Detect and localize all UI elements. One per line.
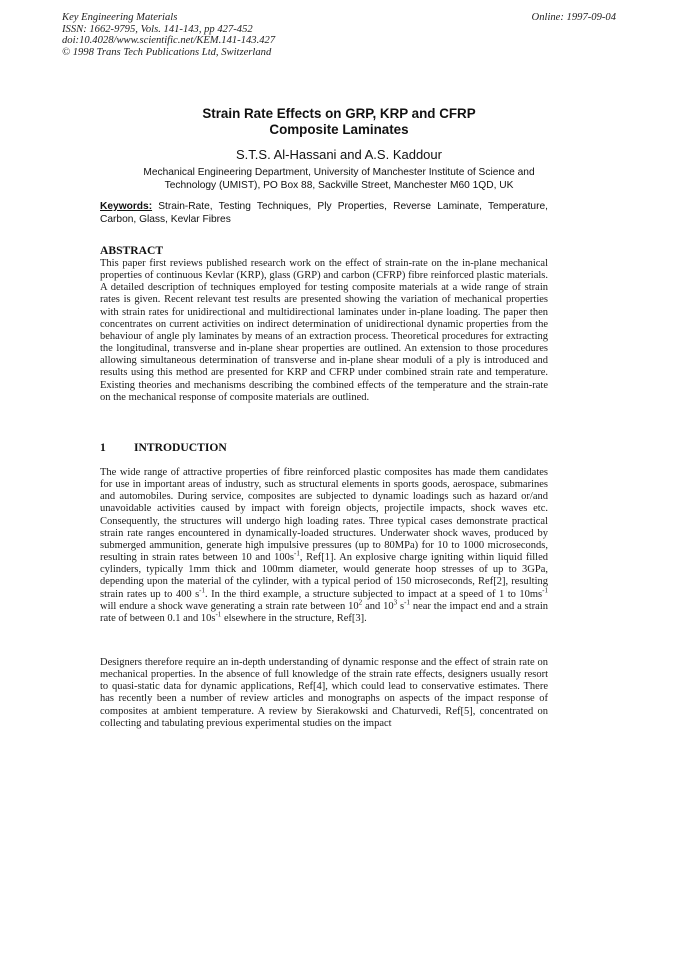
online-date: Online: 1997-09-04: [531, 12, 616, 23]
journal-name: Key Engineering Materials: [62, 12, 178, 23]
affiliation: [110, 167, 568, 192]
keywords: [100, 201, 548, 226]
issn-line: ISSN: 1662-9795, Vols. 141-143, pp 427-452: [62, 23, 253, 35]
intro-p1-sup-1: -1: [293, 549, 300, 558]
intro-p1-sup-6: -1: [404, 598, 410, 607]
keywords-list: Strain-Rate, Testing Techniques, Ply Properties, Reverse Laminate, Temperature, Carbon, Glass, Kevlar Fibres: [100, 201, 548, 225]
intro-paragraph-2: Designers therefore require an in-depth understanding of dynamic response and the effect of strain rate on mechanical properties. In the absence of full knowledge of the strain rate effects, designers usually resort to quasi-static data for dynamic applications, Ref[4], which could lead to conservative estimates. There has recently been a number of review articles and monographs on aspects of the impact response of composites at ambient temperature. A review by Sierakowski and Chaturvedi, Ref[5], concentrated on collecting and tabulating previous experimental studies on the impact: [100, 657, 548, 729]
doi-line: doi:10.4028/www.scientific.net/KEM.141-143.427: [62, 35, 276, 47]
intro-p1-text-h: elsewhere in the structure, Ref[3].: [221, 612, 367, 624]
paper-title: [100, 106, 578, 137]
intro-p1-text-d: will endure a shock wave generating a strain rate between 10: [100, 600, 359, 612]
intro-p1-text-a: The wide range of attractive properties of fibre reinforced plastic composites has made them candidates for use in important areas of industry, such as structural elements in sports goods, aerospace, submarines and automobiles. During service, composites are subjected to dynamic loadings such as hazard or/and unavoidable activities caused by impact with foreign objects, projectile impacts, shock waves etc. Consequently, the structures will undergo high loading rates. Three typical cases demonstrate practical strain rate ranges encountered in dynamically-loaded structures. Underwater shock waves, produced by submerged ammunition, generate high impulsive pressures (up to 80MPa) for 10 to 1000 microseconds, resulting in strain rates between 10 and 100s: [100, 467, 548, 564]
intro-p1-sup-5: 3: [393, 598, 398, 607]
intro-p1-text-b: , Ref[1]. An explosive charge igniting within liquid filled cylinders, typically 1mm thick and 100mm diameter, would generate hoop stresses of up to 3GPa, depending upon the material of the cylinder, with a typical period of 150 microseconds, Ref[2], resulting strain rates up to 400 s: [100, 552, 548, 600]
copyright-line: © 1998 Trans Tech Publications Ltd, Switzerland: [62, 46, 272, 58]
section-number: 1: [100, 441, 106, 454]
journal-header: [62, 12, 392, 58]
intro-p1-text-f: s: [397, 600, 405, 612]
keywords-label: Keywords:: [100, 201, 153, 212]
intro-p1-text-g: near the impact end and a strain rate of between 0.1 and 10s: [100, 600, 548, 624]
title-line-1: Strain Rate Effects on GRP, KRP and CFRP: [202, 106, 476, 121]
affiliation-line-2: Technology (UMIST), PO Box 88, Sackville Street, Manchester M60 1QD, UK: [164, 179, 514, 191]
intro-p1-sup-2: -1: [199, 586, 206, 595]
section-title: INTRODUCTION: [134, 441, 227, 454]
intro-p1-text-c: . In the third example, a structure subjected to impact at a speed of 1 to 10ms: [205, 588, 543, 600]
intro-p1-sup-7: -1: [215, 610, 222, 619]
title-line-2: Composite Laminates: [269, 121, 409, 137]
abstract-text: This paper first reviews published research work on the effect of strain-rate on the in-plane mechanical properties of continuous Kevlar (KRP), glass (GRP) and carbon (CFRP) fibre reinforced plastic materials. A detailed description of techniques employed for testing composite materials at a wide range of strain rates is given. Recent relevant test results are presented showing the variation of mechanical properties with strain rates for unidirectional and multidirectional laminates under in-plane loading. The paper then concentrates on current activities on indirect determination of unidirectional dynamic properties from the behaviour of angle ply laminates by means of an extraction process. Theoretical procedures for extracting the longitudinal, transverse and in-plane shear properties are outlined. An extension to those procedures allowing simultaneous determination of transverse and in-plane shear moduli of a ply is introduced and results using this method are presented for KRP and CFRP under combined strain rate and temperature. Existing theories and mechanisms describing the combined effects of the temperature and the strain-rate on the mechanical response of composite materials are outlined.: [100, 258, 548, 403]
abstract-heading: ABSTRACT: [100, 244, 164, 257]
authors: S.T.S. Al-Hassani and A.S. Kaddour: [236, 147, 442, 162]
intro-p1-sup-3: -1: [542, 586, 548, 595]
affiliation-line-1: Mechanical Engineering Department, University of Manchester Institute of Science and: [143, 167, 535, 178]
intro-paragraph-1: [100, 467, 548, 625]
introduction-heading: [100, 441, 227, 454]
intro-p1-sup-4: 2: [358, 598, 363, 607]
intro-p1-text-e: and 10: [362, 600, 394, 612]
